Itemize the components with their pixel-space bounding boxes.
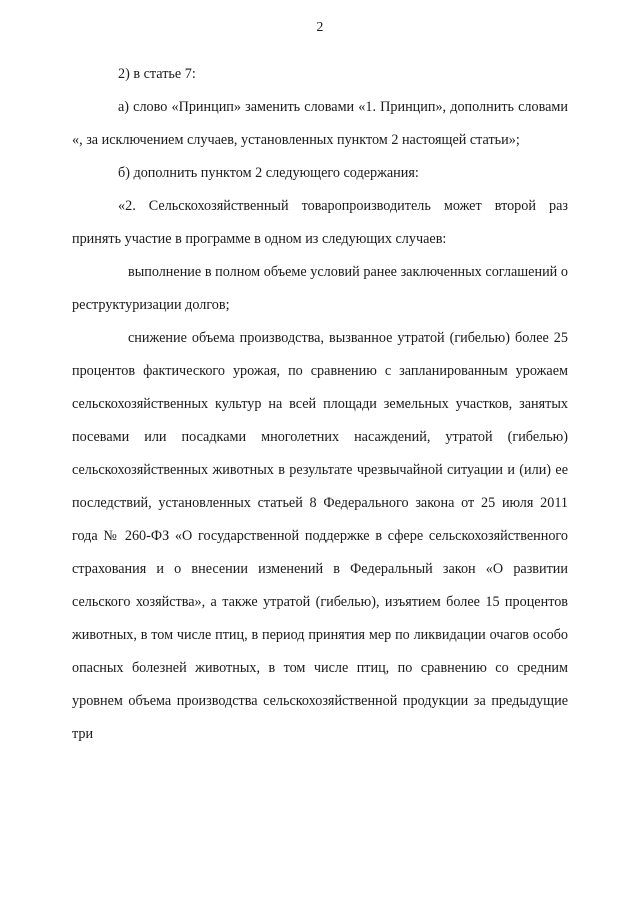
paragraph: выполнение в полном объеме условий ранее заключенных соглашений о реструктуризации долгов; (72, 264, 568, 313)
page-number: 2 (316, 20, 324, 35)
document-body (72, 58, 568, 751)
paragraph: «2. Сельскохозяйственный товаропроизводитель может второй раз принять участие в программе в одном из следующих случаев: (72, 198, 568, 247)
paragraph: снижение объема производства, вызванное утратой (гибелью) более 25 процентов фактического урожая, по сравнению с запланированным урожаем сельскохозяйственных культур на всей площади земельных участков, занятых посевами или посадками многолетних насаждений, утратой (гибелью) сельскохозяйственных животных в результате чрезвычайной ситуации и (или) ее последствий, установленных статьей 8 Федерального закона от 25 июля 2011 года № 260-ФЗ «О государственной поддержке в сфере сельскохозяйственного страхования и о внесении изменений в Федеральный закон «О развитии сельского хозяйства», а также утратой (гибелью), изъятием более 15 процентов животных, в том числе птиц, в период принятия мер по ликвидации очагов особо опасных болезней животных, в том числе птиц, по сравнению со средним уровнем объема производства сельскохозяйственной продукции за предыдущие три (72, 330, 568, 742)
paragraph: б) дополнить пунктом 2 следующего содержания: (118, 165, 419, 181)
paragraph: 2) в статье 7: (118, 66, 196, 82)
paragraph: а) слово «Принцип» заменить словами «1. Принцип», дополнить словами «, за исключением случаев, установленных пунктом 2 настоящей статьи»; (72, 99, 568, 148)
